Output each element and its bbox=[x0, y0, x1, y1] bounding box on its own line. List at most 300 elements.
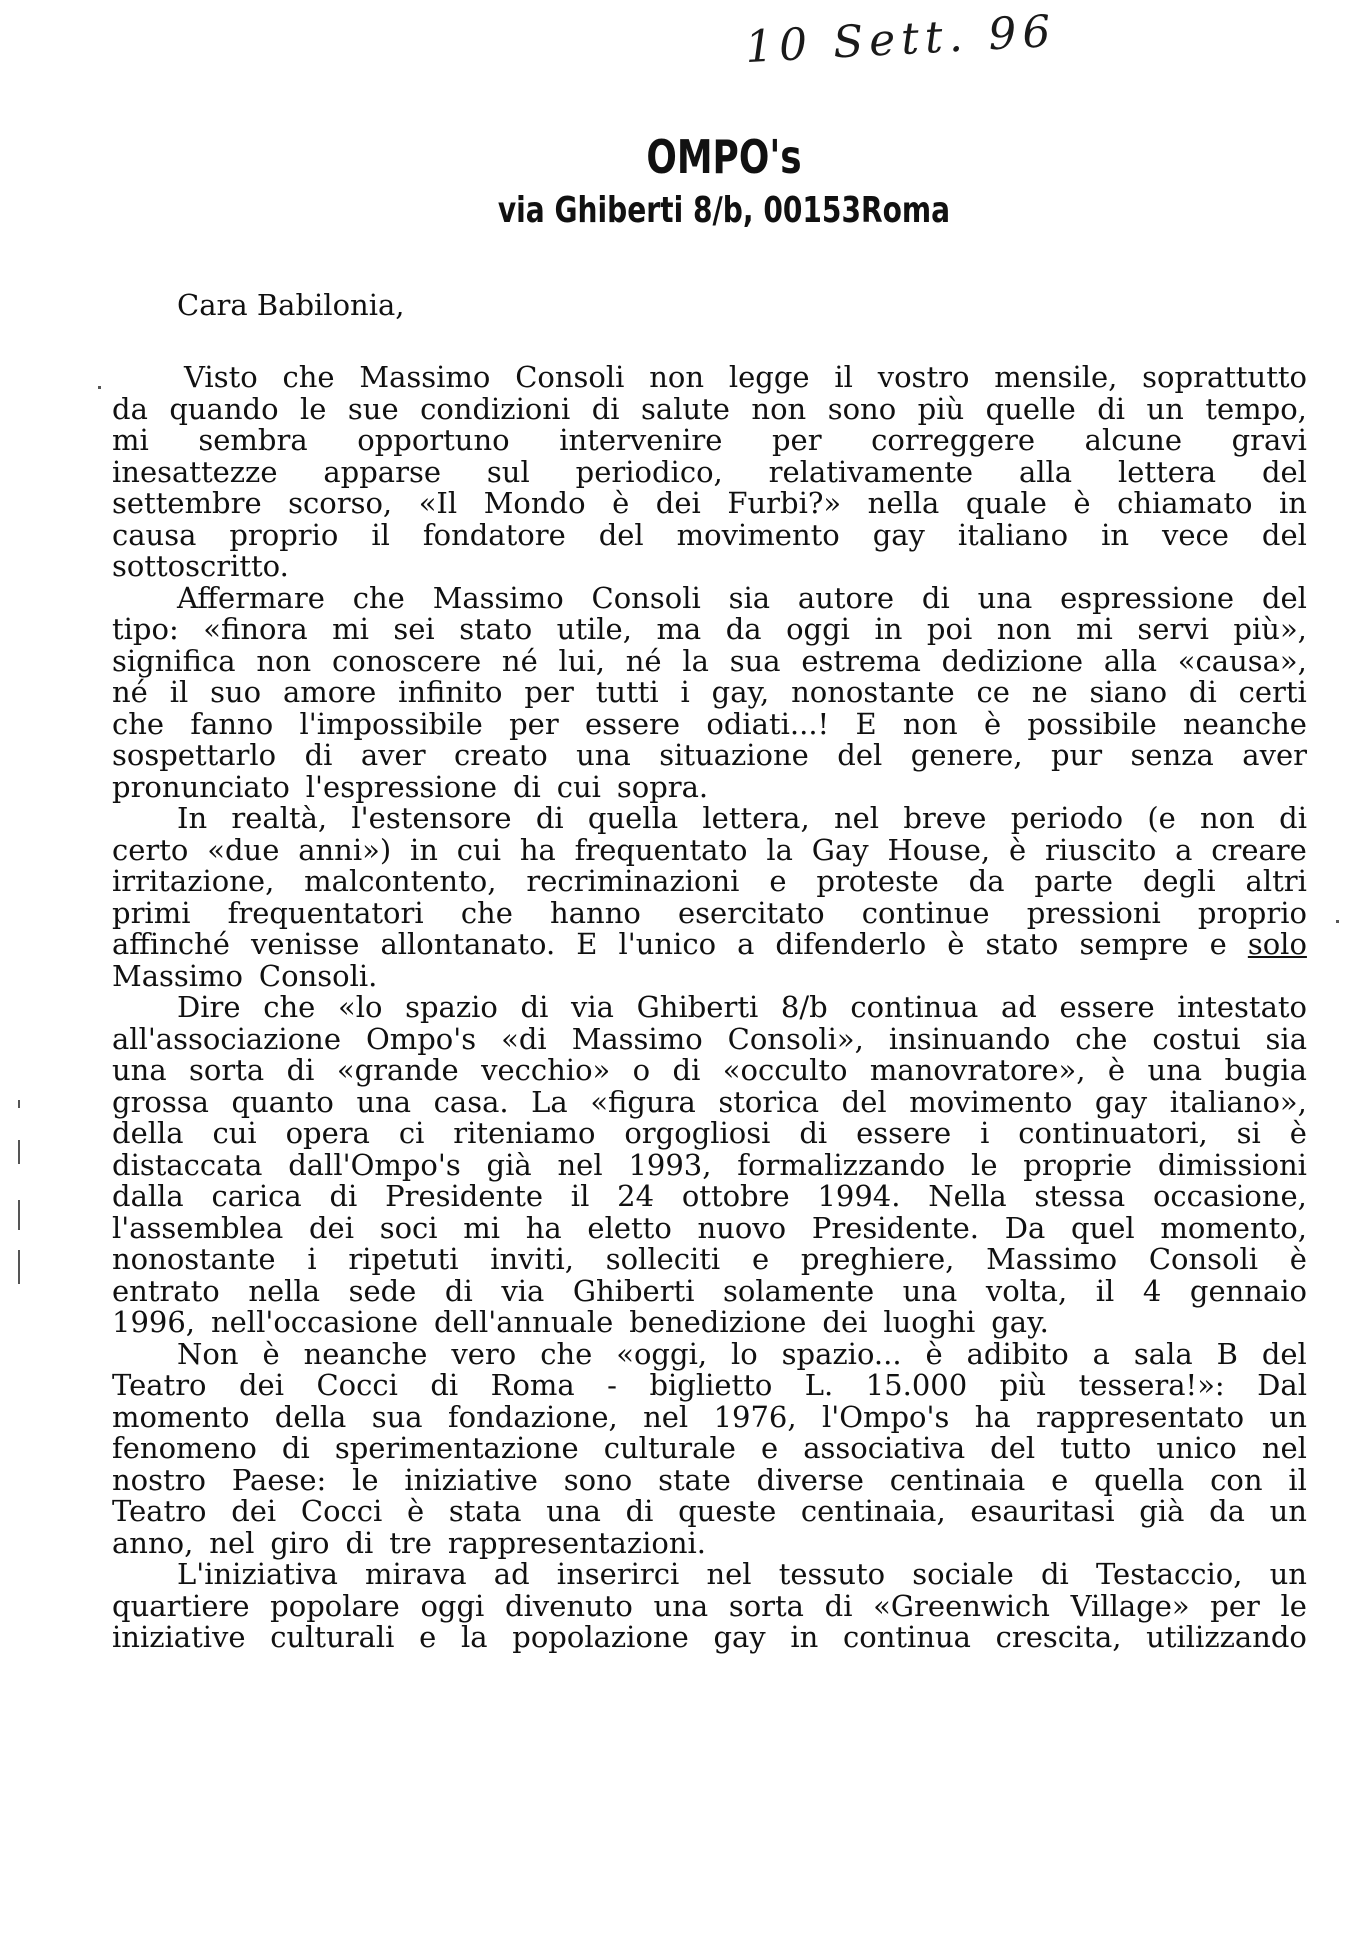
word: movimento bbox=[676, 517, 840, 552]
word: certi bbox=[1238, 675, 1307, 709]
word: creare bbox=[1211, 832, 1307, 867]
word: quelle bbox=[985, 391, 1076, 426]
word: di bbox=[921, 580, 950, 615]
word: mi bbox=[1076, 612, 1113, 646]
word: tutto bbox=[1060, 1431, 1132, 1465]
text-line bbox=[112, 580, 1307, 615]
word: queste bbox=[678, 1494, 777, 1528]
word: di bbox=[281, 1431, 310, 1465]
word: eletto bbox=[587, 1210, 672, 1245]
word: è bbox=[406, 1494, 425, 1528]
word: poi bbox=[926, 612, 973, 646]
text-line bbox=[112, 1147, 1307, 1182]
word: nuovo bbox=[697, 1210, 787, 1245]
word: relativamente bbox=[768, 454, 974, 489]
word: culturali bbox=[270, 1620, 395, 1654]
word: continuatori, bbox=[1018, 1116, 1208, 1150]
word: sede bbox=[348, 1273, 417, 1308]
word: significa bbox=[112, 643, 236, 678]
text-line bbox=[112, 1496, 1307, 1528]
word: una bbox=[653, 1588, 709, 1623]
word: il bbox=[834, 360, 853, 394]
text-line bbox=[112, 832, 1307, 867]
word: storica bbox=[718, 1084, 820, 1119]
word: Cocci bbox=[300, 1494, 383, 1528]
word: e bbox=[760, 1431, 779, 1465]
word: siano bbox=[1089, 675, 1168, 709]
word: legge bbox=[728, 360, 810, 394]
word: solleciti bbox=[605, 1242, 721, 1276]
word: un bbox=[1146, 391, 1184, 426]
word: le bbox=[300, 391, 327, 426]
word: pur bbox=[1051, 738, 1103, 772]
word: più bbox=[999, 1368, 1047, 1402]
word: venisse bbox=[250, 927, 360, 961]
word: la bbox=[682, 643, 709, 678]
word: nel bbox=[1261, 1431, 1307, 1465]
word: infinito bbox=[398, 675, 503, 709]
word: quartiere bbox=[112, 1588, 250, 1623]
word: cui bbox=[456, 832, 501, 867]
word: continua bbox=[843, 1620, 971, 1654]
text-line bbox=[112, 1244, 1307, 1276]
word: malcontento, bbox=[304, 864, 497, 898]
word: del bbox=[1261, 1336, 1307, 1371]
text-line bbox=[112, 895, 1307, 930]
word: quel bbox=[1070, 1210, 1135, 1245]
word: Affermare bbox=[177, 580, 325, 615]
word: di bbox=[512, 769, 541, 804]
word: difenderlo bbox=[775, 927, 927, 961]
word: hanno bbox=[550, 895, 641, 930]
word: all'associazione bbox=[112, 1021, 341, 1056]
word: Testaccio, bbox=[1095, 1557, 1243, 1591]
word: situazione bbox=[659, 738, 809, 772]
word: alcune bbox=[1084, 423, 1182, 457]
word: creato bbox=[454, 738, 548, 772]
word: (e bbox=[1147, 801, 1176, 835]
word: gennaio bbox=[1189, 1273, 1307, 1308]
word: italiano bbox=[957, 517, 1069, 552]
word: intestato bbox=[1177, 990, 1307, 1024]
word: già bbox=[1139, 1494, 1185, 1528]
word: insinuando bbox=[888, 1021, 1051, 1056]
text-line bbox=[112, 1525, 1307, 1560]
text-line bbox=[112, 614, 1307, 646]
word: la bbox=[461, 1620, 488, 1654]
word: né bbox=[112, 675, 148, 709]
word: o bbox=[632, 1053, 651, 1087]
word: rappresentato bbox=[1036, 1399, 1245, 1434]
text-line bbox=[112, 425, 1307, 457]
word: dei bbox=[238, 1368, 284, 1402]
letterhead-address: via Ghiberti 8/b, 00153Roma bbox=[497, 190, 951, 231]
word: non bbox=[1200, 801, 1255, 835]
word: sono bbox=[563, 1462, 633, 1497]
word: di bbox=[329, 1179, 358, 1213]
word: quella bbox=[587, 801, 679, 835]
word: solo bbox=[1247, 927, 1307, 961]
word: dell'annuale bbox=[433, 1305, 614, 1339]
word: gay, bbox=[711, 675, 770, 709]
word: odiati...! bbox=[706, 706, 830, 741]
word: del bbox=[598, 517, 644, 552]
text-line bbox=[112, 1055, 1307, 1087]
word: Paese: bbox=[231, 1462, 327, 1497]
word: mi bbox=[463, 1210, 501, 1245]
word: movimento bbox=[909, 1084, 1073, 1119]
word: Gay bbox=[811, 832, 869, 867]
word: di bbox=[444, 1273, 473, 1308]
word: è bbox=[925, 1336, 943, 1371]
word: amore bbox=[282, 675, 377, 709]
word: La bbox=[531, 1084, 568, 1119]
word: ad bbox=[493, 1557, 530, 1591]
word: manovratore», bbox=[869, 1053, 1086, 1087]
word: Consoli bbox=[1148, 1242, 1259, 1276]
letter-body bbox=[112, 362, 1307, 1654]
word: «di bbox=[501, 1021, 547, 1056]
word: le bbox=[1280, 1588, 1307, 1623]
word: preghiere, bbox=[800, 1242, 955, 1276]
word: oggi bbox=[786, 612, 850, 646]
word: via bbox=[571, 990, 614, 1024]
word: nella bbox=[248, 1273, 321, 1308]
word: fondatore bbox=[422, 517, 566, 552]
word: una bbox=[902, 1273, 958, 1308]
text-line bbox=[112, 1307, 1307, 1339]
word: Non bbox=[177, 1336, 239, 1371]
word: cui bbox=[556, 769, 601, 804]
word: lo bbox=[731, 1336, 758, 1371]
word: genere, bbox=[910, 738, 1023, 772]
word: di bbox=[824, 1588, 853, 1623]
word: distaccata bbox=[112, 1147, 263, 1182]
word: popolazione bbox=[512, 1620, 689, 1654]
word: ce bbox=[976, 675, 1010, 709]
word: dedizione bbox=[941, 643, 1084, 678]
word: che bbox=[540, 1336, 593, 1371]
text-line bbox=[112, 1118, 1307, 1150]
word: è bbox=[947, 927, 965, 961]
word: Consoli. bbox=[258, 958, 378, 993]
word: ripetuti bbox=[348, 1242, 459, 1276]
text-line bbox=[112, 1588, 1307, 1623]
word: tipo: bbox=[112, 612, 179, 646]
word: mi bbox=[332, 612, 369, 646]
word: certo bbox=[112, 832, 189, 867]
word: nonostante bbox=[791, 675, 955, 709]
word: 1996, bbox=[112, 1305, 196, 1339]
text-line bbox=[112, 517, 1307, 552]
word: sia bbox=[728, 580, 771, 615]
word: di bbox=[625, 1494, 654, 1528]
word: in bbox=[410, 832, 438, 867]
word: pronunciato bbox=[112, 769, 290, 804]
word: mi bbox=[112, 423, 149, 457]
word: sperimentazione bbox=[334, 1431, 579, 1465]
word: «occulto bbox=[722, 1053, 848, 1087]
word: volta, bbox=[985, 1273, 1068, 1308]
word: da bbox=[1209, 1494, 1245, 1528]
word: di bbox=[799, 1116, 828, 1150]
word: una bbox=[977, 580, 1033, 615]
word: né bbox=[501, 643, 538, 678]
text-line bbox=[112, 769, 1307, 804]
word: Ghiberti bbox=[572, 1273, 695, 1308]
word: i bbox=[980, 1116, 990, 1150]
word: di bbox=[535, 801, 564, 835]
word: condizioni bbox=[420, 391, 571, 426]
word: è bbox=[1008, 832, 1027, 867]
word: gay bbox=[1094, 1084, 1148, 1119]
word: conoscere bbox=[331, 643, 482, 678]
word: anni») bbox=[298, 832, 392, 867]
word: che bbox=[112, 706, 165, 741]
word: Mondo bbox=[483, 486, 586, 520]
word: «Il bbox=[418, 486, 458, 520]
word: nostro bbox=[112, 1462, 206, 1497]
word: e bbox=[1209, 927, 1227, 961]
word: E bbox=[855, 706, 877, 741]
scan-speck bbox=[18, 1200, 20, 1230]
text-line bbox=[112, 1399, 1307, 1434]
word: con bbox=[1210, 1462, 1263, 1497]
word: possibile bbox=[1027, 706, 1157, 741]
word: un bbox=[1269, 1399, 1307, 1434]
word: nel bbox=[209, 1525, 255, 1560]
word: servi bbox=[1137, 612, 1209, 646]
word: alla bbox=[1103, 643, 1158, 678]
word: «grande bbox=[336, 1053, 459, 1087]
word: in bbox=[1101, 517, 1130, 552]
text-line bbox=[112, 677, 1307, 709]
word: senza bbox=[1130, 738, 1214, 772]
word: proteste bbox=[816, 864, 939, 898]
word: periodico, bbox=[575, 454, 723, 489]
scan-speck bbox=[1336, 920, 1339, 923]
word: Massimo bbox=[986, 1242, 1118, 1276]
word: «Greenwich bbox=[873, 1588, 1050, 1623]
word: più bbox=[917, 391, 965, 426]
word: ha bbox=[525, 1210, 562, 1245]
word: dei bbox=[231, 1494, 277, 1528]
word: frequentato bbox=[574, 832, 748, 867]
word: correggere bbox=[871, 423, 1036, 457]
word: di bbox=[286, 1053, 315, 1087]
word: alla bbox=[1018, 454, 1073, 489]
word: per bbox=[1210, 1588, 1260, 1623]
word: sul bbox=[486, 454, 530, 489]
word: essere bbox=[1059, 990, 1155, 1024]
word: 4 bbox=[1142, 1273, 1162, 1308]
word: degli bbox=[1142, 864, 1216, 898]
word: del bbox=[837, 738, 883, 772]
word: dimissioni bbox=[1157, 1147, 1307, 1182]
word: inserirci bbox=[556, 1557, 680, 1591]
word: è bbox=[262, 1336, 280, 1371]
word: sue bbox=[347, 391, 399, 426]
word: tutti bbox=[595, 675, 659, 709]
word: iniziative bbox=[112, 1620, 246, 1654]
word: di bbox=[304, 738, 333, 772]
word: neanche bbox=[1183, 706, 1307, 741]
word: momento bbox=[112, 1399, 250, 1434]
word: quale bbox=[965, 486, 1047, 520]
word: quando bbox=[169, 391, 279, 426]
handwritten-date: 10 Sett. 96 bbox=[743, 5, 1058, 74]
word: salute bbox=[641, 391, 730, 426]
word: espressione bbox=[1060, 580, 1235, 615]
word: In bbox=[177, 801, 208, 835]
word: chiamato bbox=[1117, 486, 1253, 520]
word: «figura bbox=[590, 1084, 696, 1119]
word: ne bbox=[1031, 675, 1068, 709]
text-line bbox=[112, 929, 1307, 961]
text-line bbox=[112, 1273, 1307, 1308]
word: centinaia, bbox=[800, 1494, 946, 1528]
word: state bbox=[658, 1462, 731, 1497]
word: primi bbox=[112, 895, 191, 930]
text-line bbox=[112, 740, 1307, 772]
word: breve bbox=[903, 801, 987, 835]
word: di bbox=[1279, 801, 1307, 835]
word: una bbox=[546, 1494, 601, 1528]
word: altri bbox=[1245, 864, 1307, 898]
word: il bbox=[1095, 1273, 1115, 1308]
word: lettera, bbox=[702, 801, 810, 835]
word: già bbox=[486, 1147, 532, 1182]
word: nel bbox=[706, 1557, 752, 1591]
text-line bbox=[112, 706, 1307, 741]
word: le bbox=[352, 1462, 379, 1497]
word: aver bbox=[1242, 738, 1307, 772]
word: pressioni bbox=[1026, 895, 1161, 930]
word: sociale bbox=[912, 1557, 1014, 1591]
word: L'iniziativa bbox=[177, 1557, 338, 1591]
word: essere bbox=[856, 1116, 952, 1150]
word: Massimo bbox=[432, 580, 564, 615]
word: di bbox=[591, 391, 620, 426]
word: sembra bbox=[198, 423, 308, 457]
text-line bbox=[112, 1181, 1307, 1213]
word: del bbox=[1261, 517, 1307, 552]
word: intervenire bbox=[559, 423, 723, 457]
word: ci bbox=[398, 1116, 425, 1150]
word: di bbox=[1097, 391, 1126, 426]
word: ad bbox=[1000, 990, 1037, 1024]
text-line bbox=[112, 866, 1307, 898]
word: Consoli bbox=[591, 580, 701, 615]
word: causa bbox=[112, 517, 197, 552]
word: scorso, bbox=[288, 486, 393, 520]
word: da bbox=[968, 864, 1005, 898]
word: l'estensore bbox=[351, 801, 512, 835]
word: il bbox=[169, 675, 189, 709]
word: neanche bbox=[303, 1336, 428, 1371]
text-line bbox=[112, 551, 1307, 583]
word: ha bbox=[519, 832, 556, 867]
word: sono bbox=[827, 391, 897, 426]
word: 1994. bbox=[817, 1179, 901, 1213]
word: sua bbox=[729, 643, 781, 678]
scan-speck bbox=[18, 1100, 20, 1108]
word: del bbox=[1261, 454, 1307, 489]
word: carica bbox=[211, 1179, 302, 1213]
word: rappresentazioni. bbox=[447, 1525, 706, 1560]
word: sala bbox=[1133, 1336, 1193, 1371]
word: Cocci bbox=[316, 1368, 398, 1402]
word: benedizione bbox=[629, 1305, 807, 1339]
word: occasione, bbox=[1152, 1179, 1307, 1213]
text-line bbox=[112, 992, 1307, 1024]
word: unico bbox=[1156, 1431, 1237, 1465]
word: del bbox=[841, 1084, 887, 1119]
word: e bbox=[751, 1242, 770, 1276]
word: l'impossibile bbox=[299, 706, 483, 741]
word: costui bbox=[1152, 1021, 1241, 1056]
word: della bbox=[274, 1399, 347, 1434]
word: stato bbox=[459, 612, 533, 646]
word: di bbox=[345, 1525, 374, 1560]
word: utilizzando bbox=[1146, 1620, 1307, 1654]
word: mensile, bbox=[994, 360, 1118, 394]
word: solamente bbox=[723, 1273, 875, 1308]
word: non bbox=[996, 612, 1052, 646]
word: che bbox=[263, 990, 316, 1024]
word: è bbox=[1073, 486, 1091, 520]
word: 1993, bbox=[628, 1147, 712, 1182]
word: il bbox=[371, 517, 390, 552]
word: di bbox=[1040, 1557, 1069, 1591]
word: a bbox=[737, 927, 755, 961]
word: stata bbox=[448, 1494, 522, 1528]
word: continua bbox=[850, 990, 979, 1024]
word: dalla bbox=[112, 1179, 184, 1213]
word: del bbox=[1261, 580, 1307, 615]
word: grossa bbox=[112, 1084, 209, 1119]
word: periodo bbox=[1010, 801, 1124, 835]
word: e bbox=[769, 864, 787, 898]
text-line bbox=[112, 1021, 1307, 1056]
word: sorta bbox=[189, 1053, 265, 1087]
word: nell'occasione bbox=[210, 1305, 419, 1339]
word: fondazione, bbox=[447, 1399, 618, 1434]
word: sopra. bbox=[616, 769, 709, 804]
word: frequentatori bbox=[227, 895, 424, 930]
word: cui bbox=[212, 1116, 257, 1150]
word: 8/b bbox=[780, 990, 828, 1024]
word: una bbox=[576, 738, 631, 772]
word: L. bbox=[804, 1368, 834, 1402]
word: di bbox=[672, 1053, 701, 1087]
word: continue bbox=[861, 895, 990, 930]
word: proprie bbox=[1023, 1147, 1133, 1182]
word: opportuno bbox=[357, 423, 510, 457]
word: vece bbox=[1161, 517, 1229, 552]
word: centinaia bbox=[889, 1462, 1026, 1497]
word: Massimo bbox=[112, 958, 243, 993]
word: E bbox=[576, 927, 598, 961]
word: 15.000 bbox=[865, 1368, 968, 1402]
text-line bbox=[112, 391, 1307, 426]
word: ottobre bbox=[681, 1179, 790, 1213]
word: dei bbox=[822, 1305, 868, 1339]
word: tempo, bbox=[1205, 391, 1307, 426]
word: recriminazioni bbox=[526, 864, 740, 898]
word: esauritasi bbox=[970, 1494, 1115, 1528]
word: soci bbox=[379, 1210, 438, 1245]
